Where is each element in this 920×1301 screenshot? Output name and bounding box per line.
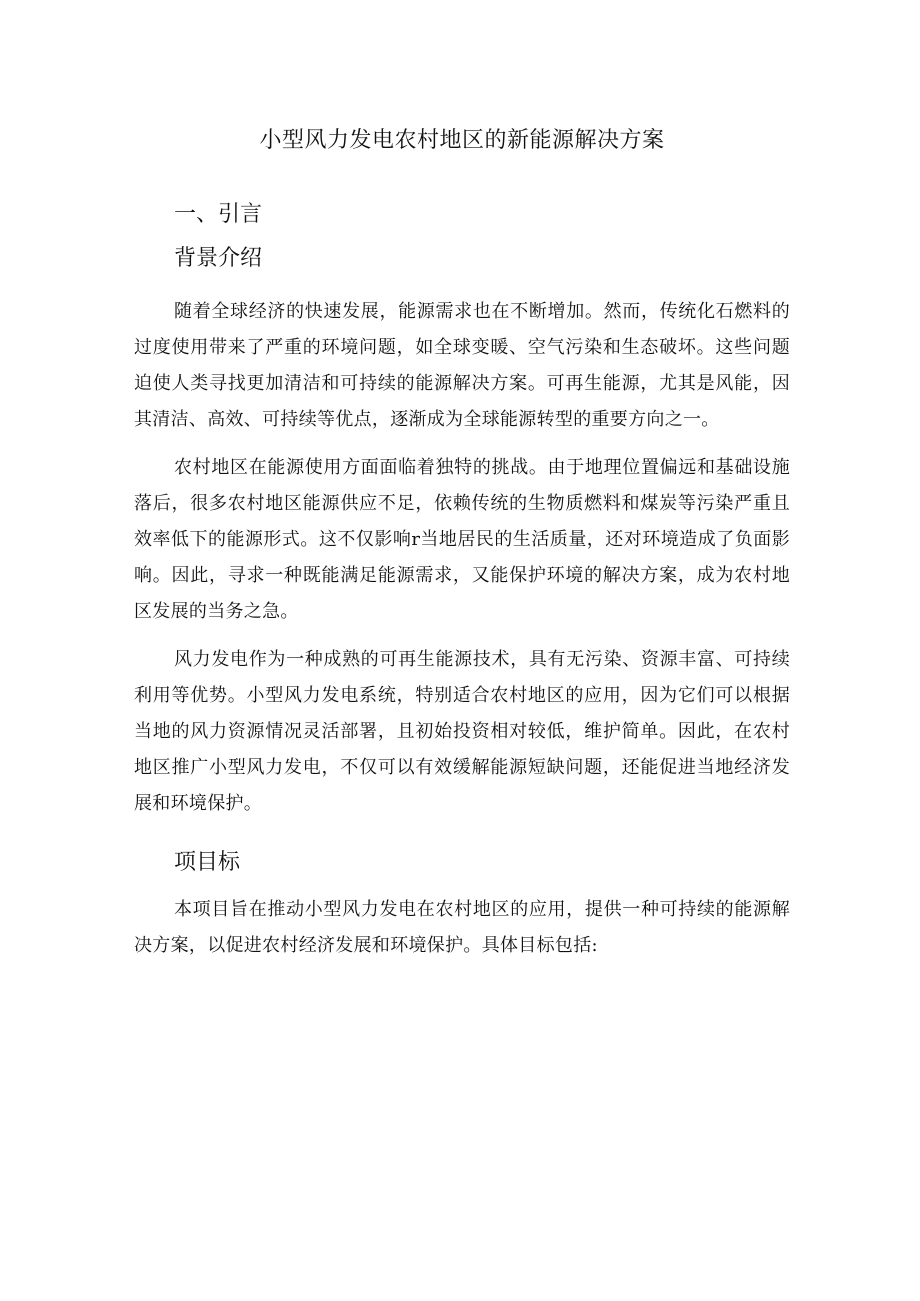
paragraph-background-3: 风力发电作为一种成熟的可再生能源技术，具有无污染、资源丰富、可持续利用等优势。小型风力发电系统，特别适合农村地区的应用，因为它们可以根据当地的风力资源情况灵活部署，且初始投资相对较低，维护简单。因此，在农村地区推广小型风力发电，不仅可以有效缓解能源短缺问题，还能促进当地经济发展和环境保护。	[134, 649, 790, 814]
paragraph-background-2: 农村地区在能源使用方面面临着独特的挑战。由于地理位置偏远和基础设施落后，很多农村地区能源供应不足，依赖传统的生物质燃料和煤炭等污染严重且效率低下的能源形式。这不仅影响r当地居民的生活质量，还对环境造成了负面影响。因此，寻求一种既能满足能源需求，又能保护环境的解决方案，成为农村地区发展的当务之急。	[134, 457, 790, 622]
paragraph-background-1: 随着全球经济的快速发展，能源需求也在不断增加。然而，传统化石燃料的过度使用带来了严重的环境问题，如全球变暖、空气污染和生态破坏。这些问题迫使人类寻找更加清洁和可持续的能源解决方案。可再生能源，尤其是风能，因其清洁、高效、可持续等优点，逐渐成为全球能源转型的重要方向之一。	[134, 301, 790, 430]
document-title: 小型风力发电农村地区的新能源解决方案	[259, 128, 665, 153]
paragraph-project-goals-1: 本项目旨在推动小型风力发电在农村地区的应用，提供一种可持续的能源解决方案，以促进农村经济发展和环境保护。具体目标包括:	[134, 899, 790, 956]
section-heading-introduction: 一、引言	[174, 202, 263, 227]
subsection-heading-project-goals: 项目标	[174, 850, 241, 875]
subsection-heading-background: 背景介绍	[174, 246, 263, 271]
